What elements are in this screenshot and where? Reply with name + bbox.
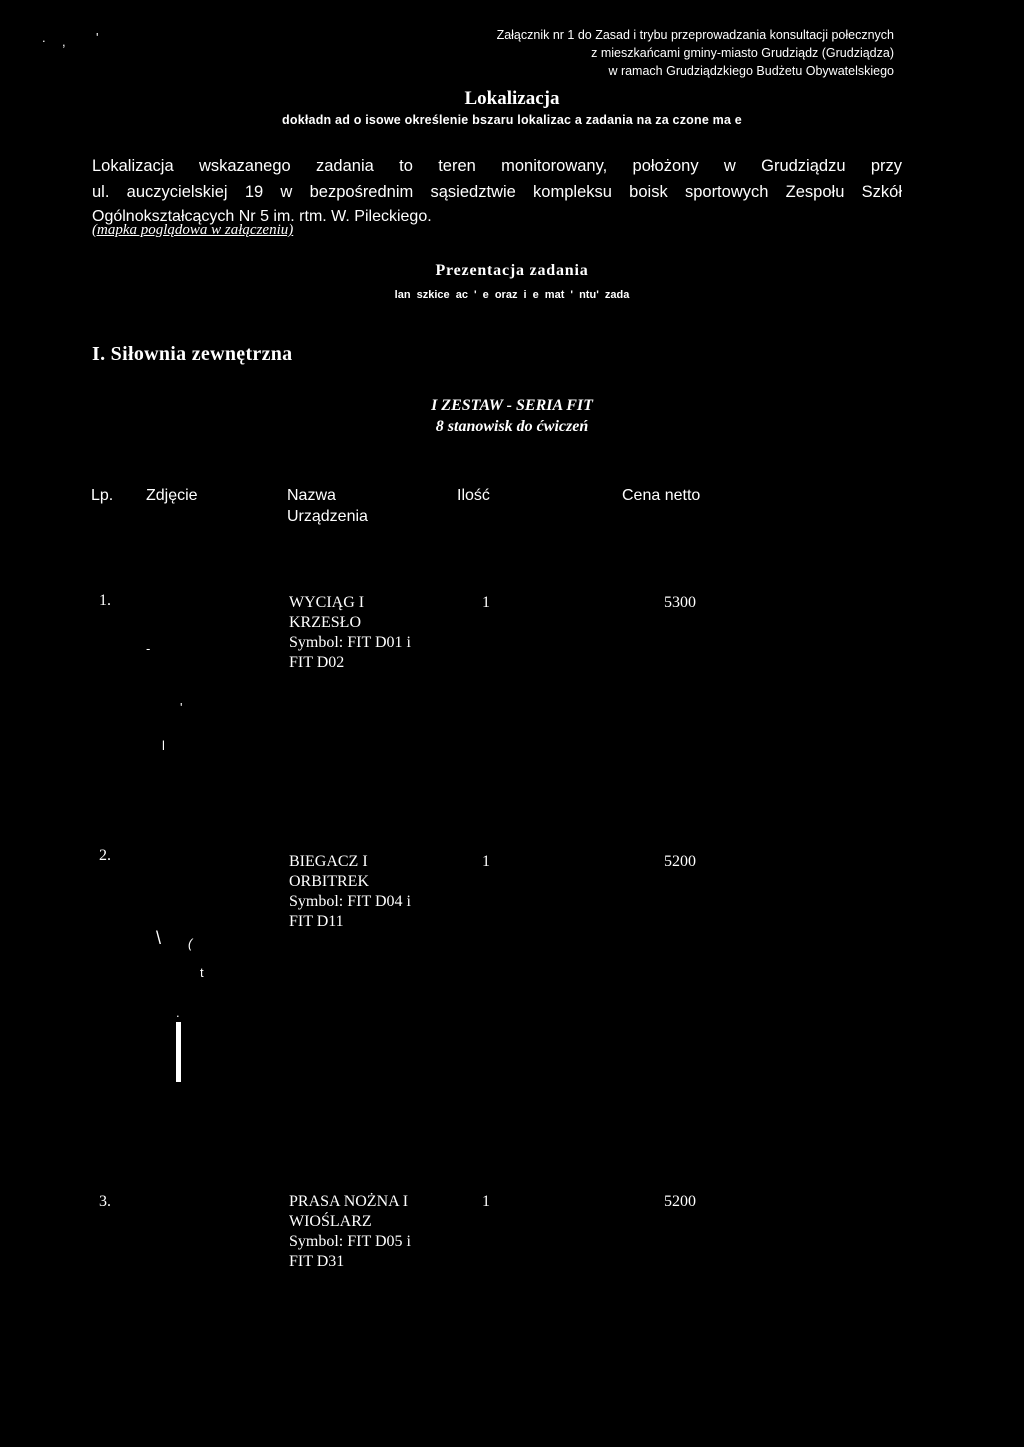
device-symbol-line: FIT D02 [289,654,345,671]
device-symbol-line: Symbol: FIT D05 i [289,1233,411,1250]
quantity: 1 [482,594,490,611]
column-header-qty: Ilość [457,487,490,504]
location-title: Lokalizacja [464,88,560,109]
location-subtitle: dokładn ad o isowe określenie bszaru lokalizac a zadania na za czone ma e [282,113,742,127]
scan-mark: . [42,30,46,45]
device-symbol-line: FIT D11 [289,913,344,930]
set-subtitle: 8 stanowisk do ćwiczeń [435,418,589,435]
device-name-line: PRASA NOŻNA I [289,1193,409,1210]
scan-artifact: . [176,1005,180,1020]
row-number: 3. [99,1193,111,1210]
scan-artifact: ' [180,700,183,715]
net-price: 5300 [664,594,696,611]
quantity: 1 [482,1193,490,1210]
location-paragraph-line: Lokalizacja wskazanego zadania to teren monitorowany, położony w Grudziądzu przy [92,157,902,175]
scan-artifact-bar [176,1022,181,1082]
section-heading: I. Siłownia zewnętrzna [92,343,293,365]
header-line: w ramach Grudziądzkiego Budżetu Obywatelskiego [608,64,894,78]
device-symbol-line: FIT D31 [289,1253,345,1270]
scan-artifact: - [146,641,151,656]
device-name [289,1192,459,1272]
device-name [289,593,459,673]
device-name-line: ORBITREK [289,873,369,890]
presentation-subtitle: lan szkice ac ' e oraz i e mat ' ntu' zada [394,289,630,301]
quantity: 1 [482,853,490,870]
row-number: 1. [99,592,111,609]
scan-mark: , [62,34,66,49]
device-name-line: BIEGACZ I [289,853,368,870]
device-name-line: KRZESŁO [289,614,361,631]
device-symbol-line: Symbol: FIT D04 i [289,893,411,910]
scan-artifact: t [200,965,204,980]
device-symbol-line: Symbol: FIT D01 i [289,634,411,651]
device-name-line: WIOŚLARZ [289,1213,372,1230]
scan-artifact: l [162,738,165,753]
header-line: z mieszkańcami gminy-miasto Grudziądz (Grudziądza) [591,46,894,60]
column-header-lp: Lp. [91,487,114,504]
scan-mark: ' [96,30,99,45]
header-line: Załącznik nr 1 do Zasad i trybu przeprowadzania konsultacji połecznych [496,28,894,42]
column-header-photo: Zdjęcie [146,487,198,504]
column-header-price: Cena netto [622,487,701,504]
column-header-name: Nazwa [287,487,336,504]
column-header-name: Urządzenia [287,508,368,525]
device-name [289,852,459,932]
scan-artifact: \ [156,928,162,948]
net-price: 5200 [664,853,696,870]
set-title: I ZESTAW - SERIA FIT [431,397,593,414]
scan-artifact: ( [188,936,193,951]
net-price: 5200 [664,1193,696,1210]
location-paragraph-line: ul. auczycielskiej 19 w bezpośrednim sąsiedztwie kompleksu boisk sportowych Zespołu Szkół [92,183,902,201]
device-name-line: WYCIĄG I [289,594,365,611]
presentation-title: Prezentacja zadania [435,262,589,279]
location-paragraph-line: Ogólnokształcących Nr 5 im. rtm. W. Pileckiego. [92,208,432,225]
map-note-link[interactable]: (mapka poglądowa w załączeniu) [92,222,294,238]
row-number: 2. [99,847,111,864]
